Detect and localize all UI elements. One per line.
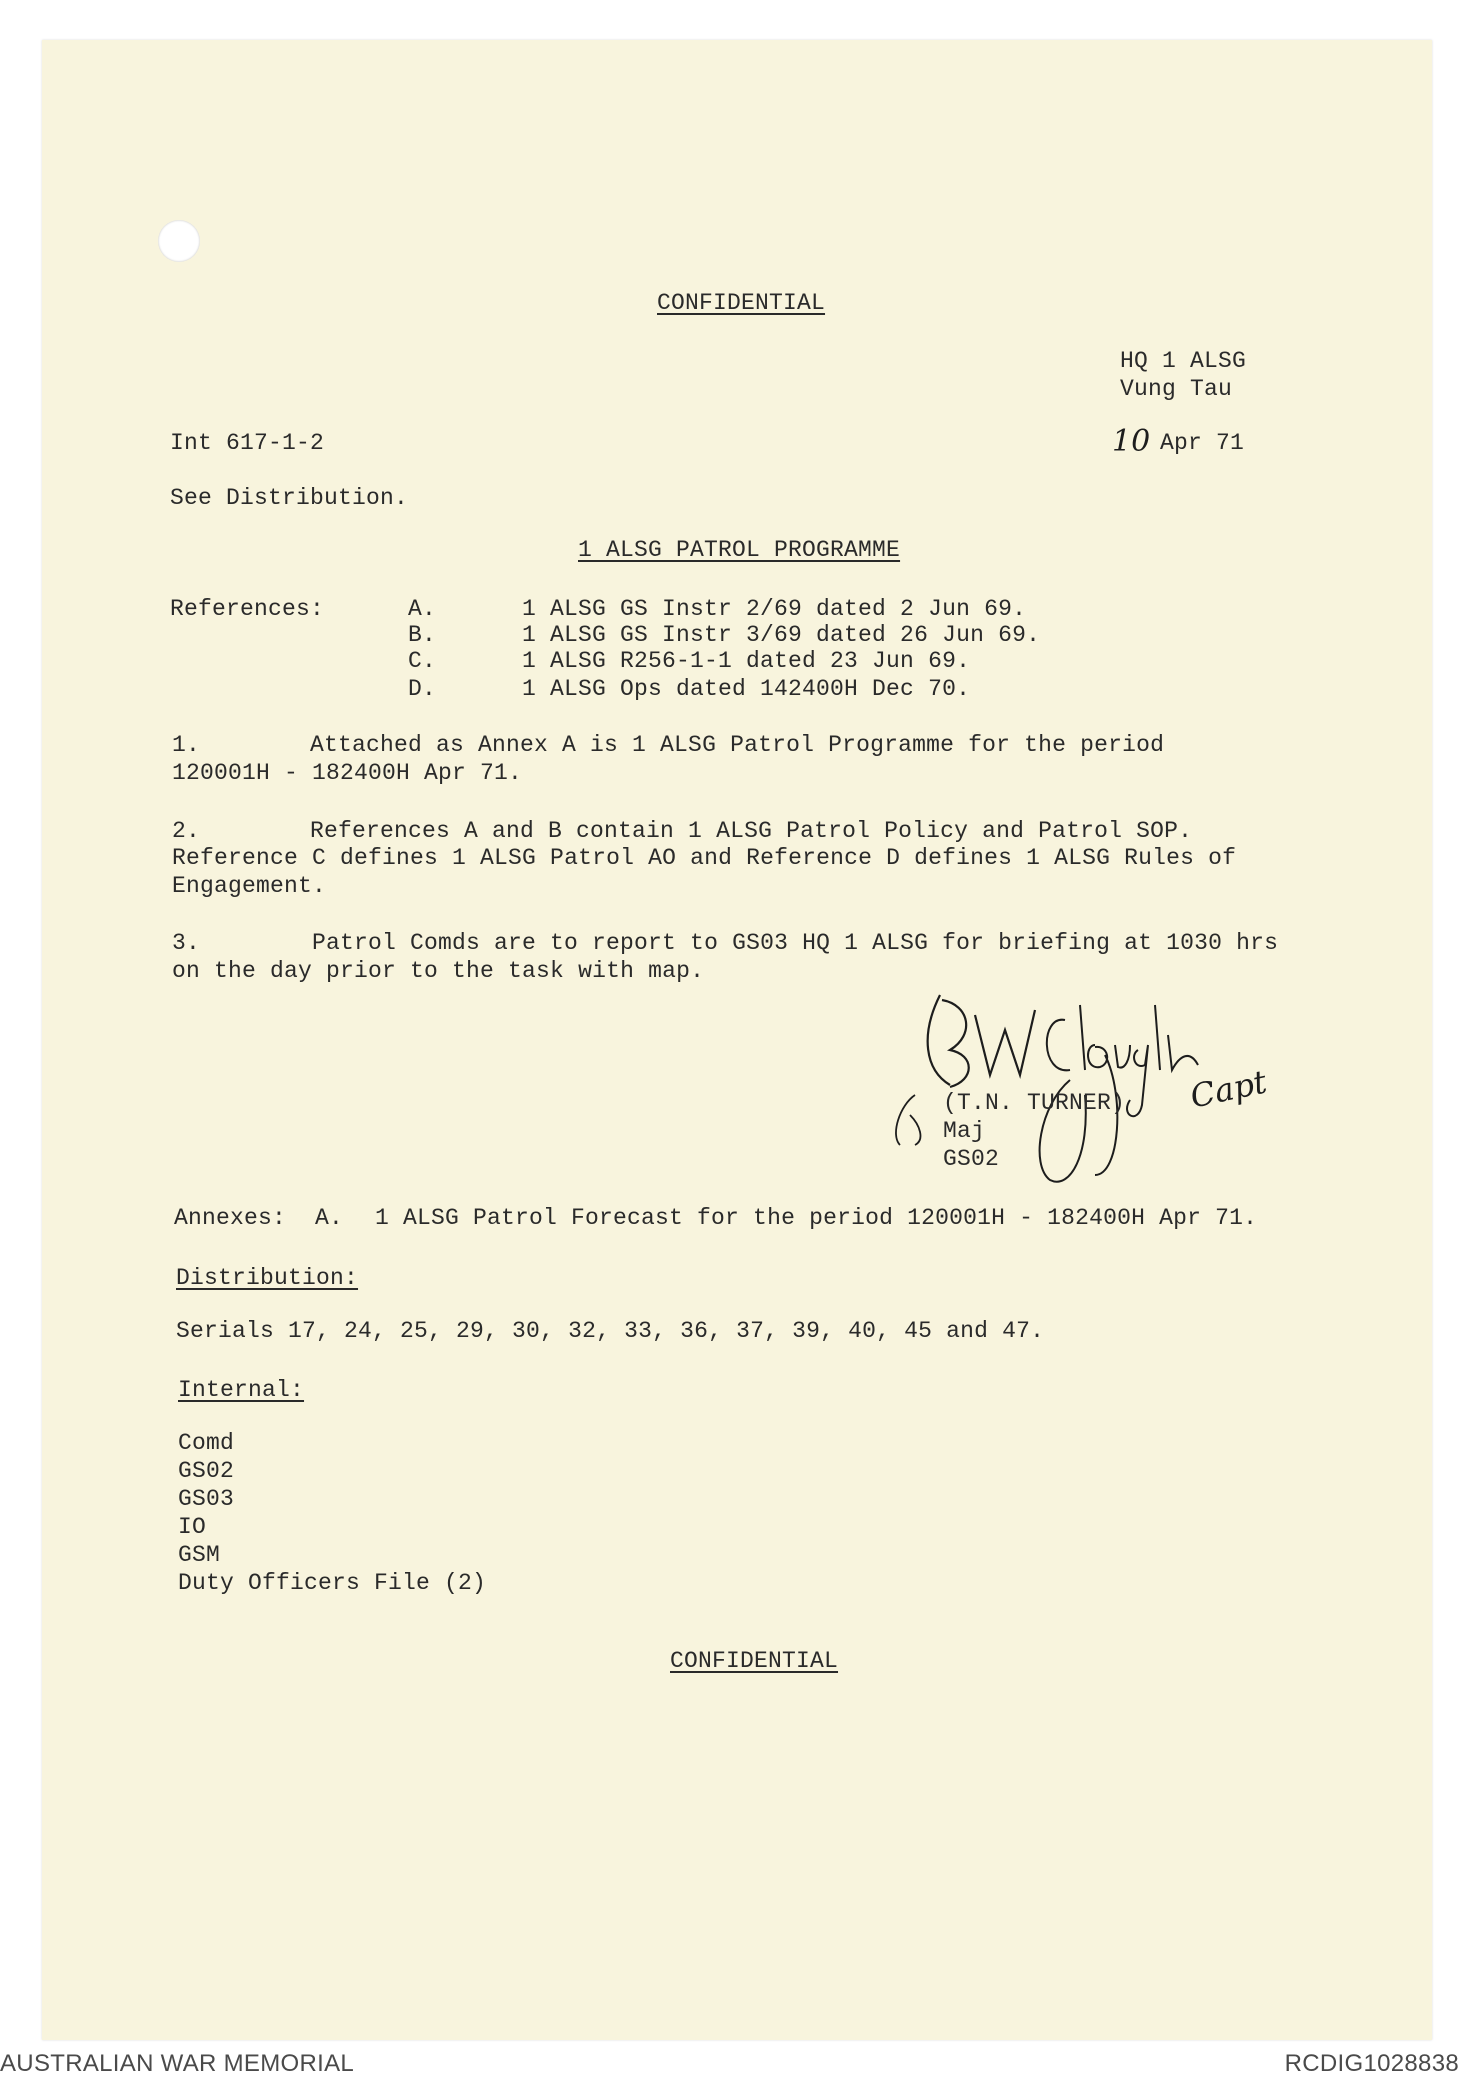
internal-item: GS02 [178,1458,235,1484]
signatory-appointment: GS02 [943,1146,1000,1172]
annexes-label: Annexes: [174,1205,287,1231]
reference-text: 1 ALSG R256-1-1 dated 23 Jun 69. [522,648,971,674]
signatory-name: (T.N. TURNER) [943,1090,1126,1116]
paragraph-line: References A and B contain 1 ALSG Patrol Policy and Patrol SOP. [310,818,1193,844]
paragraph-line: 120001H - 182400H Apr 71. [172,760,523,786]
references-label: References: [170,596,325,622]
annex-text: 1 ALSG Patrol Forecast for the period 120001H - 182400H Apr 71. [375,1205,1258,1231]
document-title: 1 ALSG PATROL PROGRAMME [578,537,901,563]
file-reference: Int 617-1-2 [170,430,325,456]
distribution-serials: Serials 17, 24, 25, 29, 30, 32, 33, 36, 37, 39, 40, 45 and 47. [176,1318,1045,1344]
date-month-year: Apr 71 [1160,430,1245,456]
reference-text: 1 ALSG Ops dated 142400H Dec 70. [522,676,971,702]
reference-letter: C. [408,648,437,674]
annex-letter: A. [315,1205,344,1231]
reference-letter: A. [408,596,437,622]
paragraph-number: 2. [172,818,201,844]
address-line-2: Vung Tau [1120,376,1233,402]
paragraph-number: 1. [172,732,201,758]
paragraph-line: Attached as Annex A is 1 ALSG Patrol Programme for the period [310,732,1165,758]
classification-top: CONFIDENTIAL [657,290,826,316]
internal-item: Comd [178,1430,235,1456]
classification-bottom: CONFIDENTIAL [670,1648,839,1674]
paragraph-line: Engagement. [172,873,327,899]
signatory-rank: Maj [943,1118,986,1144]
reference-text: 1 ALSG GS Instr 2/69 dated 2 Jun 69. [522,596,1027,622]
internal-item: Duty Officers File (2) [178,1570,487,1596]
reference-letter: B. [408,622,437,648]
internal-item: IO [178,1514,207,1540]
reference-letter: D. [408,676,437,702]
paragraph-line: on the day prior to the task with map. [172,958,705,984]
reference-text: 1 ALSG GS Instr 3/69 dated 26 Jun 69. [522,622,1041,648]
footer-source-label: AUSTRALIAN WAR MEMORIAL [0,2050,355,2077]
footer-record-id: RCDIG1028838 [1284,2050,1459,2077]
internal-item: GS03 [178,1486,235,1512]
addressee: See Distribution. [170,485,409,511]
internal-label: Internal: [178,1377,305,1403]
address-line-1: HQ 1 ALSG [1120,348,1247,374]
internal-item: GSM [178,1542,221,1568]
date-day-handwritten: 10 [1112,424,1151,459]
paragraph-line: Reference C defines 1 ALSG Patrol AO and Reference D defines 1 ALSG Rules of [172,845,1237,871]
paragraph-number: 3. [172,930,201,956]
capt-annotation: Capt [1186,1062,1271,1116]
punch-hole [158,220,200,262]
distribution-label: Distribution: [176,1265,359,1291]
paragraph-line: Patrol Comds are to report to GS03 HQ 1 ALSG for briefing at 1030 hrs [312,930,1279,956]
